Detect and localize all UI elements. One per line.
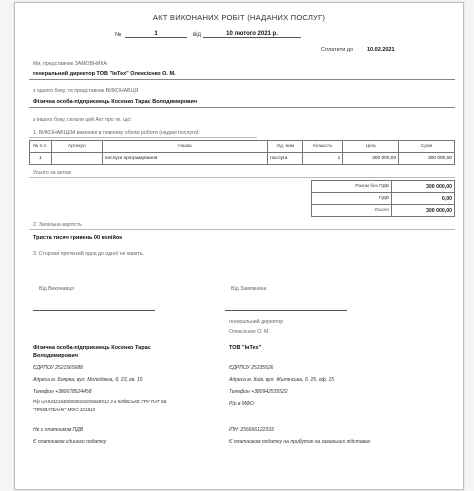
cell-unit: послуга [268,153,303,165]
cell-price: 300 000,00 [343,153,399,165]
customer-company-name: ТОВ "ІнТех" [229,345,262,351]
act-date: 10 лютого 2021 р. [203,31,301,38]
total-by-act-label: Усього за актом [33,170,71,176]
table-row [30,153,455,165]
executor-sign-label: Від Виконавця [39,286,74,292]
executor-intro: з одного боку, та представник ВИКОНАВЦЯ [33,88,139,94]
customer-phone: Телефон +380942535522 [229,389,288,395]
executor-signature-line [33,310,155,311]
executor-tax-status: Є платником єдиного податку [33,439,107,445]
document-title: АКТ ВИКОНАНИХ РОБІТ (НАДАНИХ ПОСЛУГ) [152,13,326,22]
executor-phone: Телефон +380678524458 [33,389,92,395]
total-row [312,181,455,193]
pay-until-label: Сплатити до [321,47,354,53]
amount-in-words: Триста тисяч гривень 00 копійок [33,235,122,241]
totals-table [311,180,455,217]
act-number: 1 [125,31,187,38]
section-1-heading: 1. ВИКОНАВЦЕМ виконані в повному обсязі роботи (надані послуги): [33,130,200,136]
cell-quantity: 1 [303,153,343,165]
col-header-quantity: Кількість [303,141,343,153]
col-header-price: Ціна [343,141,399,153]
number-label: № [115,32,122,38]
customer-representative: генеральний директор ТОВ "ІнТех" Олексієнко О. М. [33,71,176,77]
cell-index: 1 [30,153,52,165]
customer-edrpou: ЄДРПОУ 25235526 [229,365,274,371]
customer-account: Р/р в МФО [229,401,254,407]
grand-total-value: 300 000,00 [392,205,455,217]
executor-representative: Фізична особа-підприємець Косенко Тарас Володимирович [33,99,198,105]
pay-until-date: 10.02.2021 [367,47,395,53]
col-header-article: Артикул [51,141,102,153]
vat-value: 0,00 [392,193,455,205]
total-without-vat-label: Разом без ПДВ [312,181,392,193]
items-table [29,140,455,165]
act-closing-text: з іншого боку, склали цей Акт про те, що: [33,117,132,123]
act-document [14,2,464,490]
cell-article [51,153,102,165]
customer-position: генеральний директор [229,319,284,325]
customer-intro: Ми, представник ЗАМОВНИКА [33,61,107,67]
customer-sign-label: Від Замовника [231,286,267,292]
date-label: від [193,32,202,38]
customer-address: Адреса м. Київ, вул. Жилянська, б. 25, оф. 15 [229,377,335,383]
col-header-unit: Од. вим [268,141,303,153]
table-header-row [30,141,455,153]
total-row [312,193,455,205]
grand-total-label: Усього [312,205,392,217]
col-header-sum: Сума [399,141,455,153]
customer-signer-name: Олексієнко О. М. [229,329,270,335]
executor-address: Адреса м. Боярка, вул. Молодіжна, б. 23, кв. 15 [33,377,143,383]
executor-account-line1: Р/р UA943218400000026205668512 3 в КИЇВСЬКЕ ГРУ ПАТ КБ [33,399,167,404]
col-header-index: № п.п. [30,141,52,153]
executor-edrpou: ЄДРПОУ 2521565688 [33,365,83,371]
customer-tax-status: Є платником податку на прибуток на загальних підставах [229,439,371,445]
cell-sum: 300 000,00 [399,153,455,165]
executor-vat-status: Не є платником ПДВ [33,427,84,433]
cell-name: послуги програмування [102,153,267,165]
executor-name-line2: Володимирович [33,353,78,359]
customer-ipn: ІПН: 256666122333 [229,427,274,433]
executor-account-line2: "ПРИВАТБАНК" МФО 321842 [33,407,96,412]
executor-name-line1: Фізична особа-підприємець Косенко Тарас [33,345,151,351]
total-without-vat-value: 300 000,00 [392,181,455,193]
section-2-heading: 2. Загальна вартість [33,222,82,228]
col-header-name: Назва [102,141,267,153]
customer-signature-line [225,310,347,311]
vat-label: ПДВ [312,193,392,205]
total-row [312,205,455,217]
section-3-heading: 3. Сторони претензій одна до одної не мають. [33,251,144,257]
